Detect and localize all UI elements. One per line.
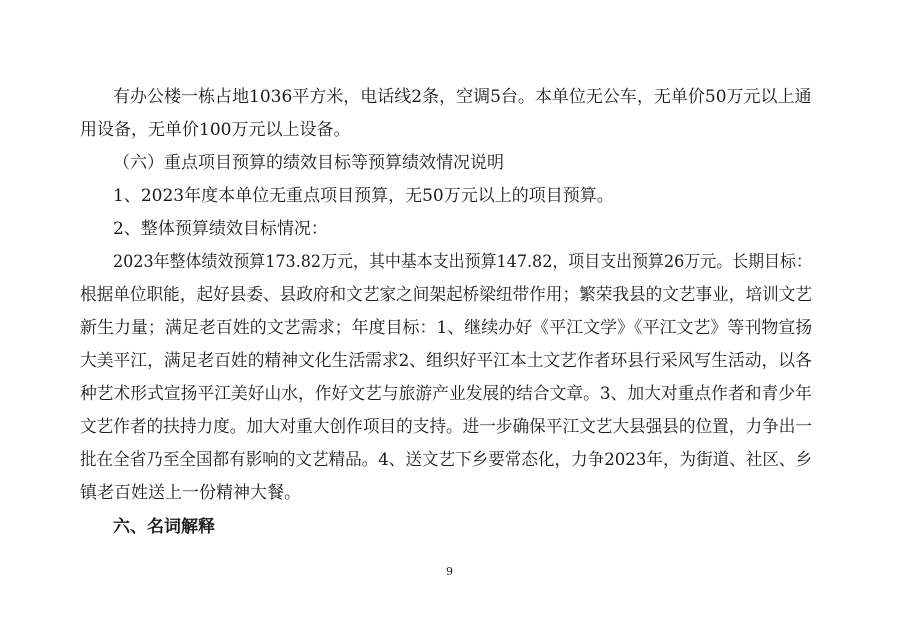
paragraph-line: 用设备，无单价100万元以上设备。 <box>80 120 351 140</box>
paragraph-line: 1、2023年度本单位无重点项目预算，无50万元以上的项目预算。 <box>113 186 614 206</box>
paragraph-line: 根据单位职能，起好县委、县政府和文艺家之间架起桥梁纽带作用；繁荣我县的文艺事业，培训文艺 <box>80 285 812 305</box>
section-heading: 六、名词解释 <box>113 517 215 537</box>
page-number: 9 <box>446 565 453 578</box>
paragraph-line: 大美平江，满足老百姓的精神文化生活需求2、组织好平江本土文艺作者环县行采风写生活动，以各 <box>80 351 812 371</box>
subsection-heading: （六）重点项目预算的绩效目标等预算绩效情况说明 <box>113 153 504 173</box>
paragraph-line: 有办公楼一栋占地1036平方米，电话线2条，空调5台。本单位无公车，无单价50万元以上通 <box>113 87 812 107</box>
paragraph-line: 新生力量；满足老百姓的文艺需求；年度目标：1、继续办好《平江文学》《平江文艺》等刊物宣扬 <box>80 318 813 338</box>
paragraph-line: 文艺作者的扶持力度。加大对重大创作项目的支持。进一步确保平江文艺大县强县的位置，力争出一 <box>80 417 812 437</box>
paragraph-line: 批在全省乃至全国都有影响的文艺精品。4、送文艺下乡要常态化，力争2023年，为街道、社区、乡 <box>80 450 813 470</box>
paragraph-line: 镇老百姓送上一份精神大餐。 <box>80 483 301 503</box>
paragraph-line: 2、整体预算绩效目标情况： <box>113 219 328 239</box>
paragraph-line: 2023年整体绩效预算173.82万元，其中基本支出预算147.82，项目支出预算26万元。长期目标： <box>113 252 812 272</box>
paragraph-line: 种艺术形式宣扬平江美好山水，作好文艺与旅游产业发展的结合文章。3、加大对重点作者和青少年 <box>80 384 812 404</box>
